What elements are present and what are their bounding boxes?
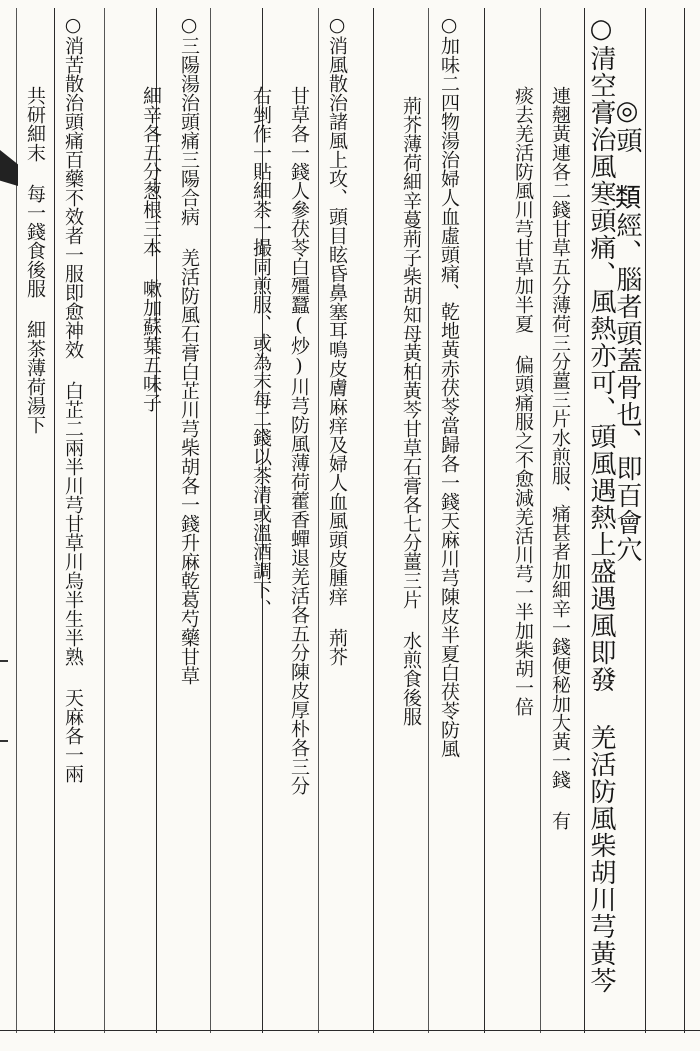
text-column-5: ○加味二四物湯治婦人血虛頭痛、乾地黃赤茯苓當歸各一錢天麻川芎陳皮半夏白茯苓防風 — [438, 14, 460, 758]
text-column-6: 荊芥薄荷細辛蔓荊子柴胡知母黃柏黃芩甘草石膏各七分薑三片 水煎食後服 — [400, 96, 422, 726]
text-column-13: 共研細末 每一錢食後服 細茶薄荷湯下 — [24, 86, 46, 434]
text-column-3: 痰去羌活防風川芎甘草加半夏 偏頭痛服之不愈減羌活川芎一半加柴胡一倍 — [512, 86, 534, 716]
bottom-border — [0, 1030, 700, 1031]
edge-tick — [0, 740, 8, 742]
column-rule — [373, 8, 374, 1033]
column-rule — [645, 8, 646, 1033]
column-rule — [484, 8, 485, 1033]
text-column-10: ○三陽湯治頭痛三陽合病 羌活防風石膏白芷川芎柴胡各一錢升麻乾葛芍藥甘草 — [178, 14, 200, 685]
column-rule — [318, 8, 319, 1033]
text-column-1: ○清空膏治風寒頭痛、風熱亦可、頭風遇熱上盛遇風即發 羌活防風柴胡川芎黃芩 — [586, 14, 616, 994]
column-rule — [540, 8, 541, 1033]
column-rule — [210, 8, 211, 1033]
text-column-2: 連翹黃連各二錢甘草五分薄荷三分薑三片水煎服、痛甚者加細辛一錢便秘加大黃一錢 有 — [549, 86, 571, 830]
text-column-8: 甘草各一錢人參茯苓白殭蠶(炒)川芎防風薄荷藿香蟬退羌活各五分陳皮厚朴各三分 — [288, 86, 310, 795]
column-rule — [584, 8, 585, 1033]
text-column-7: ○消風散治諸風上攻、頭目眩昏鼻塞耳鳴皮膚麻痒及婦人血風頭皮腫痒 荊芥 — [326, 14, 348, 666]
column-rule — [684, 8, 685, 1033]
text-column-9: 右剉作一貼細茶一撮同煎服、或為末每二錢以茶清或溫酒調下、 — [250, 86, 272, 618]
column-rule — [104, 8, 105, 1033]
edge-tick — [0, 660, 8, 662]
column-rule — [428, 8, 429, 1033]
column-rule — [16, 8, 17, 1033]
text-column-12: ○消苦散治頭痛百藥不效者一服即愈神效 白芷二兩半川芎甘草川烏半生半熟 天麻各一兩 — [62, 14, 84, 783]
column-rule — [54, 8, 55, 1033]
section-heading-head: ◎頭 𩔖經、腦者頭蓋骨也、即百會穴 — [612, 96, 642, 563]
text-column-11: 細辛各五分葱根三本 嗽加蘇葉五味子 — [140, 86, 162, 412]
